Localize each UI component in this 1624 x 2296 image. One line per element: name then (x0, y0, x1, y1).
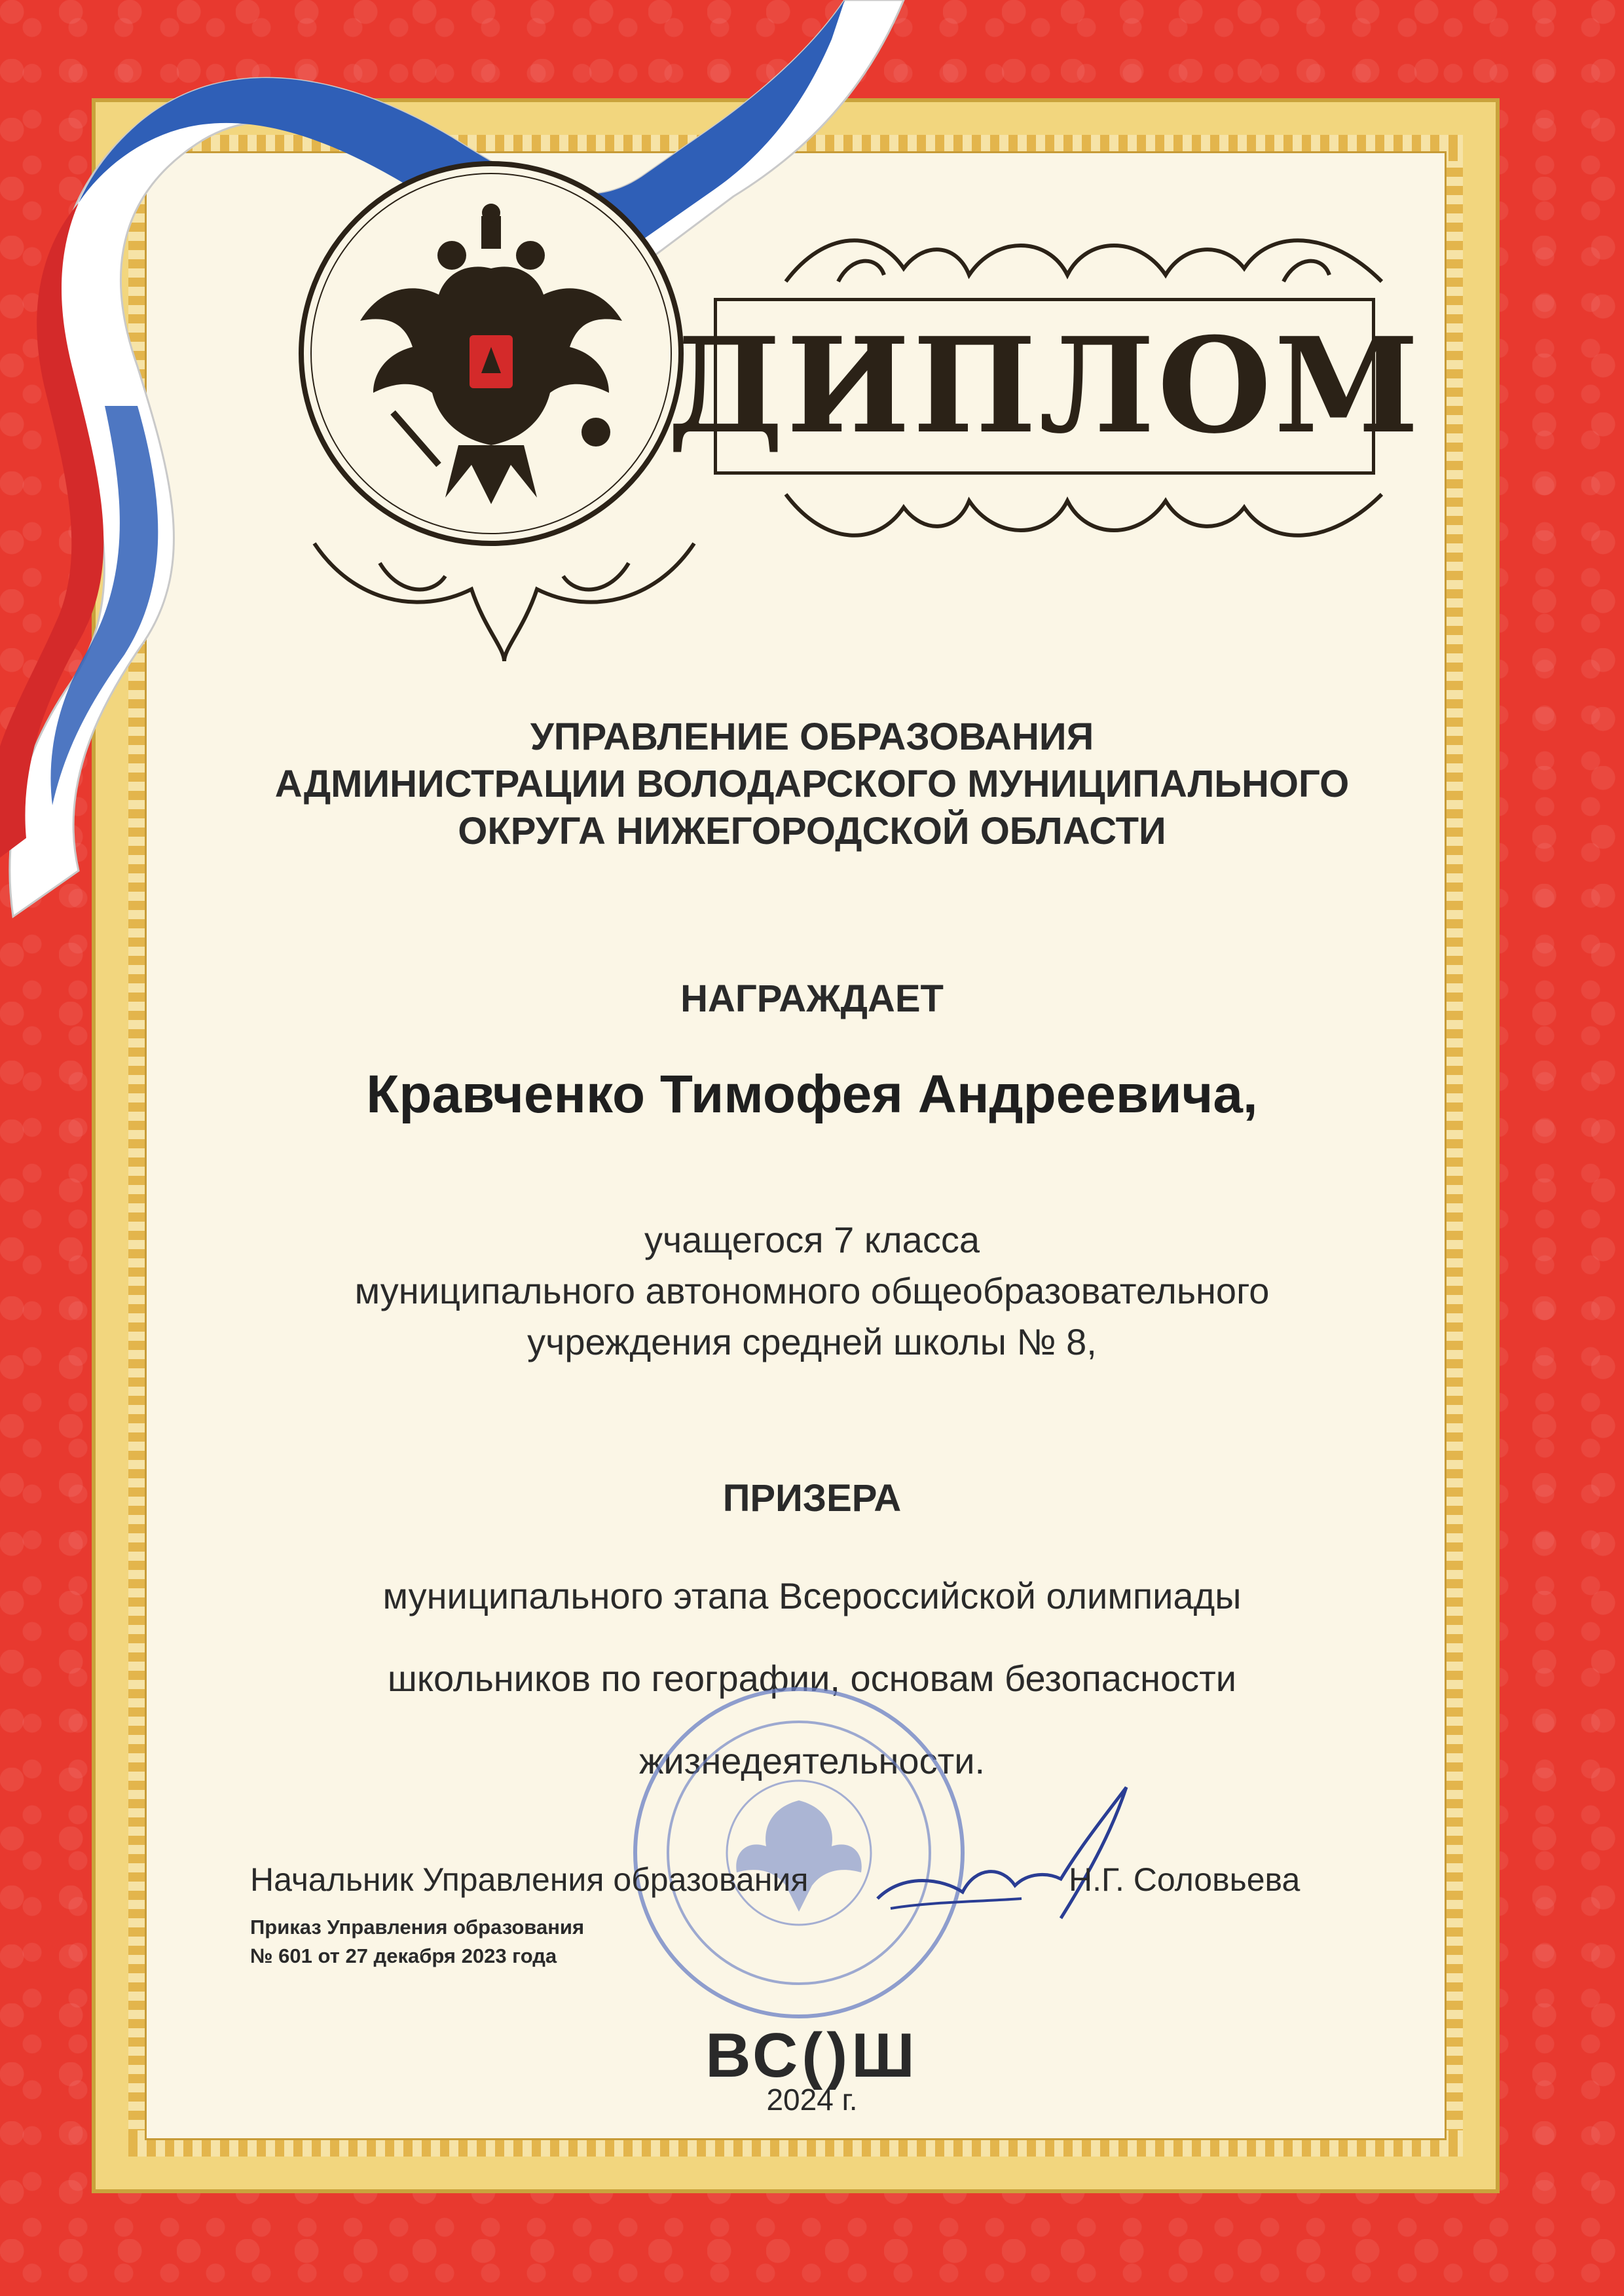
signatory-role: Начальник Управления образования (250, 1861, 809, 1898)
description-line: учреждения средней школы № 8, (527, 1321, 1097, 1362)
order-line: № 601 от 27 декабря 2023 года (250, 1944, 557, 1967)
handwritten-signature (864, 1768, 1139, 1938)
vos-logo: ВС()Ш (705, 2020, 919, 2090)
description-line: учащегося 7 класса (644, 1219, 980, 1260)
olympiad-line: школьников по географии, основам безопасности (387, 1658, 1237, 1699)
recipient-name: Кравченко Тимофея Андреевича, (366, 1065, 1258, 1124)
organization-line: АДМИНИСТРАЦИИ ВОЛОДАРСКОГО МУНИЦИПАЛЬНОГО (274, 763, 1350, 805)
order-reference (250, 1913, 584, 1971)
award-status: ПРИЗЕРА (722, 1477, 902, 1520)
olympiad-line: жизнедеятельности. (638, 1740, 986, 1781)
organization-block (0, 714, 1624, 855)
recipient-description (0, 1214, 1624, 1368)
organization-line: УПРАВЛЕНИЕ ОБРАЗОВАНИЯ (530, 716, 1094, 758)
ornament-scroll-top-icon (773, 216, 1395, 295)
signatory-name: Н.Г. Соловьева (1069, 1861, 1301, 1898)
ornament-scroll-bottom-icon (773, 481, 1395, 560)
diploma-title: ДИПЛОМ (667, 309, 1422, 463)
double-headed-eagle-emblem-icon (295, 157, 688, 550)
diploma-title-box (667, 298, 1422, 475)
ornament-scroll-emblem-icon (301, 524, 707, 668)
olympiad-line: муниципального этапа Всероссийской олимпиады (382, 1575, 1242, 1616)
order-line: Приказ Управления образования (250, 1916, 585, 1939)
description-line: муниципального автономного общеобразовательного (354, 1270, 1270, 1311)
award-verb: НАГРАЖДАЕТ (680, 977, 944, 1020)
award-year: 2024 г. (766, 2083, 858, 2117)
organization-line: ОКРУГА НИЖЕГОРОДСКОЙ ОБЛАСТИ (458, 810, 1166, 852)
